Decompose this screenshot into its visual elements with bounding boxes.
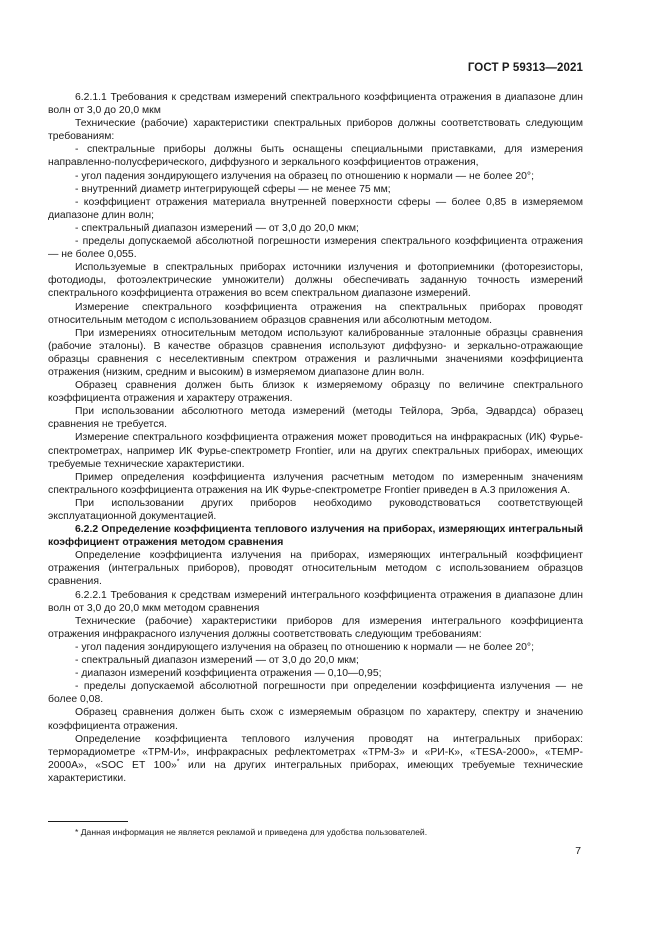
paragraph: 6.2.2.1 Требования к средствам измерений интегрального коэффициента отражения в диапазоне длин волн от 3,0 до 20,0 мкм методом сравнения [48, 589, 583, 614]
paragraph: Образец сравнения должен быть близок к измеряемому образцу по величине спектрального коэффициента отражения и характеру отражения. [48, 380, 583, 405]
paragraph: Измерение спектрального коэффициента отражения может проводиться на инфракрасных (ИК) Фурье-спектрометрах, например ИК Фурье-спектрометр Frontier, или на других спектральных приборах, имеющих требуемые технические характеристики. [48, 432, 583, 470]
list-item: - диапазон измерений коэффициента отражения — 0,10—0,95; [75, 668, 382, 680]
list-item: - спектральный диапазон измерений — от 3,0 до 20,0 мкм; [75, 222, 359, 234]
footnote-marker: * [176, 758, 180, 766]
list-item: - пределы допускаемой абсолютной погрешности измерения спектрального коэффициента отражения — не более 0,055. [48, 236, 583, 261]
paragraph: Определение коэффициента излучения на приборах, измеряющих интегральный коэффициент отражения (интегральных приборов), проводят относительным методом с использованием образцов сравнения. [48, 550, 583, 588]
paragraph: Образец сравнения должен быть схож с измеряемым образцом по характеру, спектру и значению коэффициента отражения. [48, 707, 583, 732]
list-item: - угол падения зондирующего излучения на образец по отношению к нормали — не более 20°; [75, 641, 534, 653]
paragraph [48, 733, 583, 785]
list-item: - угол падения зондирующего излучения на образец по отношению к нормали — не более 20°; [75, 170, 534, 182]
paragraph: При использовании других приборов необходимо руководствоваться соответствующей эксплуатационной документацией. [48, 497, 583, 522]
paragraph: При измерениях относительным методом используют калиброванные эталонные образцы сравнения (рабочие эталоны). В качестве образцов сравнения используют диффузно- и зеркально-отражающие образцы сравнения с неселективным спектром отражения и различными значениями коэффициента отражения (низким, средним и высоким) в измеряемом диапазоне длин волн. [48, 327, 583, 378]
list-item: - коэффициент отражения материала внутренней поверхности сферы — более 0,85 в измеряемом диапазоне длин волн; [48, 196, 583, 221]
paragraph-text: Определение коэффициента теплового излучения проводят на интегральных приборах: терморадиометре «ТРМ-И», инфракрасных рефлектометрах «ТРМ-3» и «РИ-К», «TESA-2000», «TEMP-2000A», «SOC ET 100» [48, 733, 583, 771]
paragraph: Используемые в спектральных приборах источники излучения и фотоприемники (фоторезисторы, фотодиоды, фотоэлектрические умножители) должны обеспечивать заданную точность измерений спектрального коэффициента отражения во всем спектральном диапазоне измерений. [48, 262, 583, 300]
document-number: ГОСТ Р 59313—2021 [467, 62, 583, 74]
paragraph: Пример определения коэффициента излучения расчетным методом по измеренным значениям спектрального коэффициента отражения на ИК Фурье-спектрометре Frontier приведен в А.3 приложения А. [48, 471, 583, 496]
list-item: - внутренний диаметр интегрирующей сферы — не менее 75 мм; [75, 183, 391, 195]
list-item: - пределы допускаемой абсолютной погрешности при определении коэффициента излучения — не более 0,08. [48, 681, 583, 706]
paragraph: Технические (рабочие) характеристики спектральных приборов должны соответствовать следующим требованиям: [48, 118, 583, 143]
paragraph: При использовании абсолютного метода измерений (методы Тейлора, Эрба, Эдвардса) образец сравнения не требуется. [48, 406, 583, 431]
document-body [48, 91, 583, 785]
list-item: - спектральные приборы должны быть оснащены специальными приставками, для измерения направленно-полусферического, диффузного и зеркального коэффициентов отражения, [48, 144, 583, 169]
list-item: - спектральный диапазон измерений — от 3,0 до 20,0 мкм; [75, 655, 359, 667]
paragraph: 6.2.1.1 Требования к средствам измерений спектрального коэффициента отражения в диапазоне длин волн от 3,0 до 20,0 мкм [48, 92, 583, 117]
footnote: * Данная информация не является рекламой и приведена для удобства пользователей. [75, 827, 428, 837]
section-heading: 6.2.2 Определение коэффициента теплового излучения на приборах, измеряющих интегральный коэффициент отражения методом сравнения [48, 524, 583, 549]
footnote-divider [48, 821, 128, 822]
paragraph: Измерение спектрального коэффициента отражения на спектральных приборах проводят относительным методом с использованием образцов сравнения или абсолютным методом. [48, 301, 583, 326]
paragraph: Технические (рабочие) характеристики приборов для измерения интегрального коэффициента отражения инфракрасного излучения должны соответствовать следующим требованиям: [48, 615, 583, 640]
paragraph-text-continued: или на других интегральных приборах, имеющих требуемые технические характеристики. [48, 759, 583, 784]
page-number: 7 [575, 846, 581, 857]
